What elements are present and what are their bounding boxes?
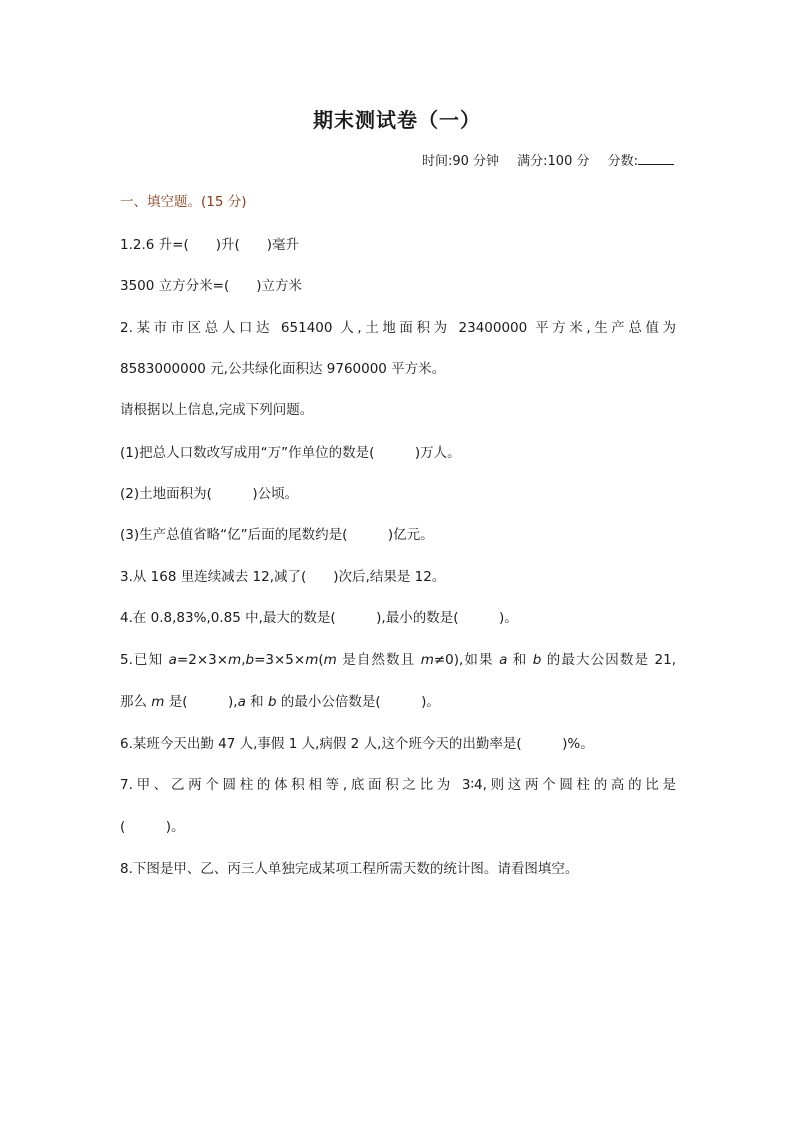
question-8: 8.下图是甲、乙、丙三人单独完成某项工程所需天数的统计图。请看图填空。 — [120, 861, 579, 877]
q5a-text: 是自然数且 — [336, 652, 421, 668]
question-2c: 请根据以上信息,完成下列问题。 — [120, 402, 314, 418]
question-2a: 2.某市市区总人口达 651400 人,土地面积为 23400000 平方米,生产总值为 — [120, 320, 676, 336]
var-a: a — [168, 652, 177, 668]
section-heading-fill-in: 一、填空题。(15 分) — [120, 194, 247, 210]
question-3: 3.从 168 里连续减去 12,减了( )次后,结果是 12。 — [120, 569, 446, 585]
full-score: 满分:100 分 — [517, 154, 590, 169]
time-limit: 时间:90 分钟 — [421, 154, 499, 169]
question-2d: (1)把总人口数改写成用“万”作单位的数是( )万人。 — [120, 445, 461, 461]
q5a-text: =3×5× — [254, 652, 306, 668]
var-b: b — [532, 652, 542, 668]
var-a: a — [499, 652, 508, 668]
q5a-text: ≠0),如果 — [433, 652, 500, 668]
question-7a: 7.甲、乙两个圆柱的体积相等,底面积之比为 3∶4,则这两个圆柱的高的比是 — [120, 777, 676, 793]
q5b-text: 那么 — [120, 694, 152, 710]
question-1b: 3500 立方分米=( )立方米 — [120, 278, 302, 294]
q5a-text: =2×3× — [176, 652, 229, 668]
exam-meta — [408, 150, 674, 169]
q5b-text: 是( ), — [164, 694, 238, 710]
question-1a: 1.2.6 升=( )升( )毫升 — [120, 237, 300, 253]
q5a-text: 的最大公因数是 21, — [541, 652, 676, 668]
q5a-text: 5.已知 — [120, 652, 169, 668]
q5a-text: 和 — [507, 652, 533, 668]
var-b: b — [267, 694, 277, 710]
score-blank[interactable] — [638, 152, 674, 165]
question-5b — [120, 690, 440, 710]
var-m: m — [228, 652, 242, 668]
question-2e: (2)土地面积为( )公顷。 — [120, 486, 299, 502]
score-label: 分数: — [607, 154, 638, 169]
exam-title: 期末测试卷（一） — [313, 108, 481, 132]
var-m: m — [420, 652, 434, 668]
var-m: m — [305, 652, 319, 668]
question-4: 4.在 0.8,83%,0.85 中,最大的数是( ),最小的数是( )。 — [120, 610, 518, 626]
question-6: 6.某班今天出勤 47 人,事假 1 人,病假 2 人,这个班今天的出勤率是( )%。 — [120, 736, 594, 752]
q5a-text: ( — [318, 652, 324, 668]
var-a: a — [237, 694, 246, 710]
question-2b: 8583000000 元,公共绿化面积达 9760000 平方米。 — [120, 361, 446, 377]
q5b-text: 的最小公倍数是( )。 — [276, 694, 440, 710]
q5a-text: , — [241, 652, 246, 668]
var-m: m — [151, 694, 165, 710]
question-5a — [120, 648, 676, 668]
var-m: m — [323, 652, 337, 668]
question-7b: ( )。 — [120, 819, 185, 835]
question-2f: (3)生产总值省略“亿”后面的尾数约是( )亿元。 — [120, 527, 434, 543]
q5b-text: 和 — [245, 694, 268, 710]
var-b: b — [245, 652, 255, 668]
